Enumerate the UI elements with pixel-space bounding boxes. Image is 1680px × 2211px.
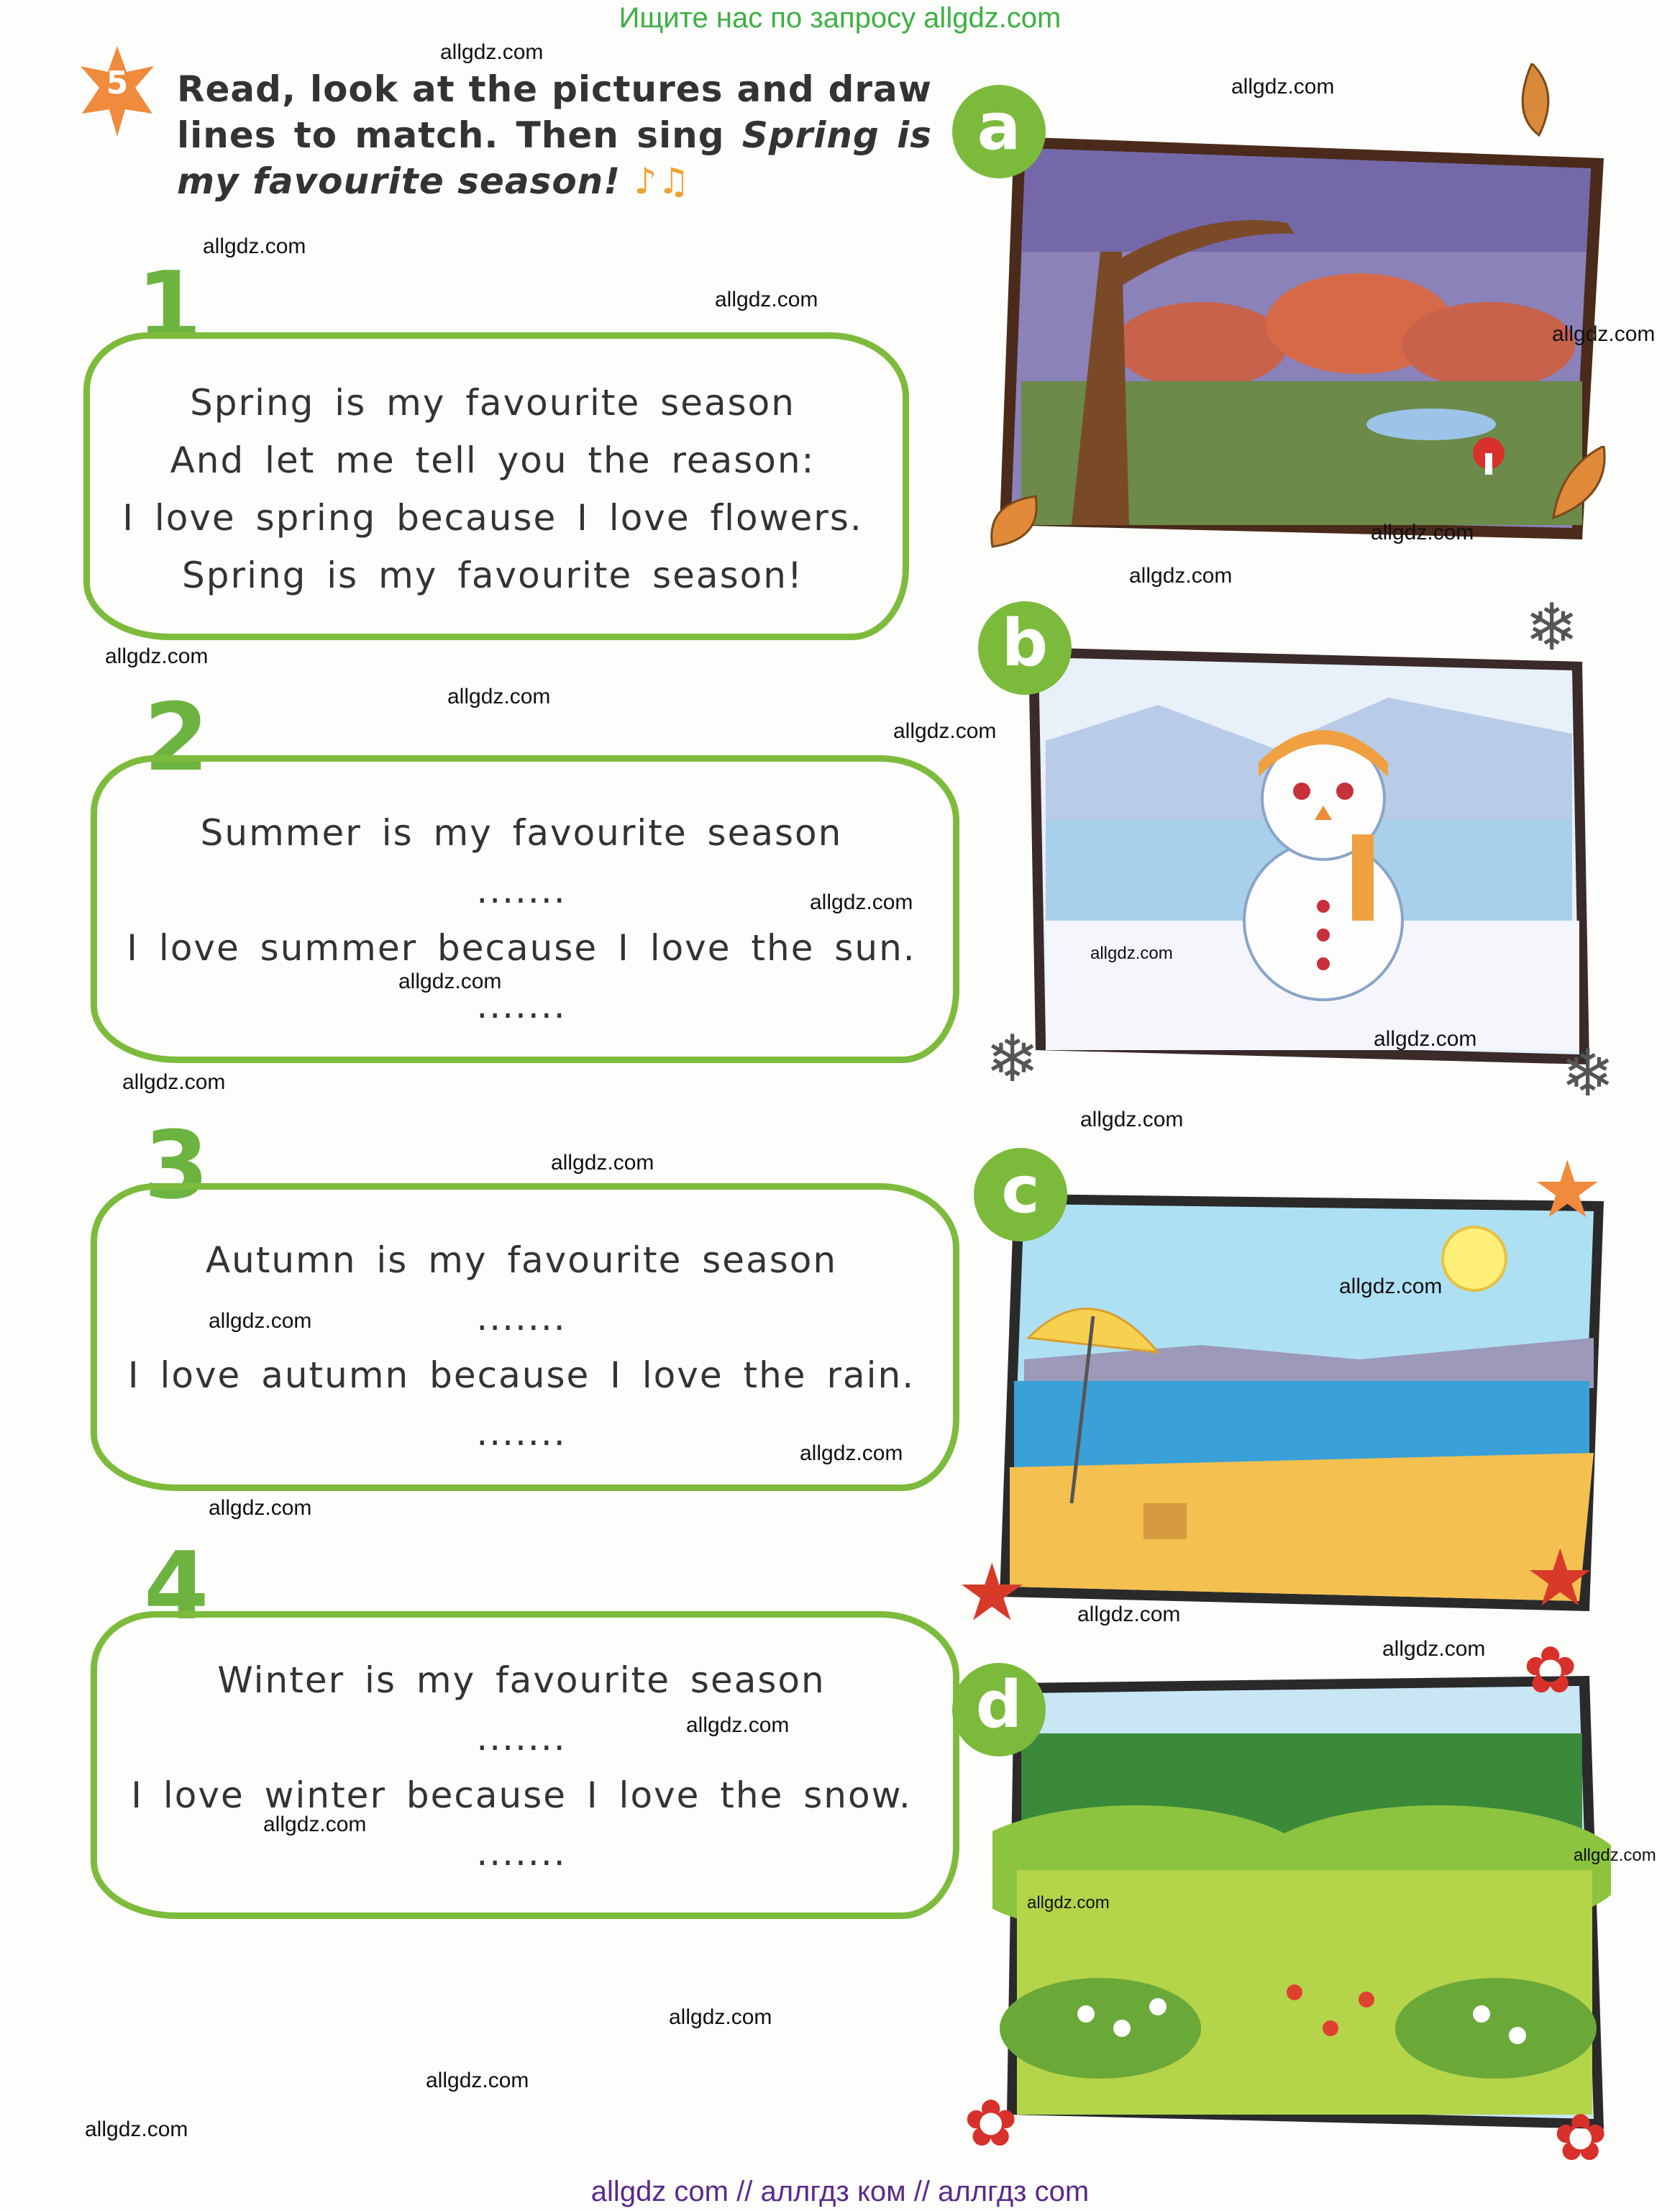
watermark: allgdz.com <box>447 685 551 708</box>
watermark: allgdz.com <box>1374 1027 1477 1051</box>
flower-icon: ✿ <box>1523 1633 1578 1708</box>
poem-line: ....... <box>476 1832 567 1874</box>
poem-3-number: 3 <box>144 1111 209 1220</box>
music-notes-icon: ♪♫ <box>634 160 691 202</box>
picture-c-letter: c <box>974 1148 1067 1241</box>
picture-d-letter: d <box>952 1663 1046 1756</box>
bottom-banner[interactable]: allgdz com // аллгдз ком // аллгдз com <box>590 2176 1090 2207</box>
watermark: allgdz.com <box>203 234 306 258</box>
poem-line: Winter is my favourite season <box>217 1659 826 1701</box>
watermark: allgdz.com <box>85 2117 188 2141</box>
watermark: allgdz.com <box>1129 564 1233 588</box>
picture-b-winter <box>1014 633 1604 1079</box>
poem-line: I love spring because I love flowers. <box>122 497 863 539</box>
watermark: allgdz.com <box>263 1813 367 1836</box>
watermark: allgdz.com <box>1371 521 1474 544</box>
poem-line: Summer is my favourite season <box>200 812 843 854</box>
poem-line: ....... <box>476 1297 567 1339</box>
picture-c-summer <box>985 1165 1618 1626</box>
watermark: allgdz.com <box>209 1309 312 1333</box>
leaf-icon <box>985 489 1050 554</box>
picture-a-autumn <box>985 108 1618 554</box>
top-banner[interactable]: Ищите нас по запросу allgdz.com <box>618 2 1062 34</box>
watermark: allgdz.com <box>1552 322 1656 346</box>
poem-line: ....... <box>476 985 567 1026</box>
watermark: allgdz.com <box>398 970 502 993</box>
flower-icon: ✿ <box>1553 2100 1608 2176</box>
watermark: allgdz.com <box>1077 1603 1181 1626</box>
snowflake-icon: ❄ <box>1561 1036 1615 1111</box>
starfish-icon: ★ <box>1532 1144 1603 1236</box>
watermark: allgdz.com <box>209 1496 312 1520</box>
poem-line: Autumn is my favourite season <box>205 1239 838 1281</box>
poem-1-text <box>93 374 892 604</box>
watermark: allgdz.com <box>1027 1893 1110 1913</box>
watermark: allgdz.com <box>686 1713 790 1737</box>
picture-b-letter: b <box>978 601 1072 695</box>
poem-line: I love summer because I love the sun. <box>127 927 916 969</box>
starfish-icon: ★ <box>957 1546 1028 1638</box>
watermark: allgdz.com <box>669 2005 772 2029</box>
poem-line: I love autumn because I love the rain. <box>127 1354 916 1396</box>
watermark: allgdz.com <box>426 2069 529 2092</box>
watermark: allgdz.com <box>440 40 544 64</box>
watermark: allgdz.com <box>1382 1637 1486 1661</box>
poem-1-number: 1 <box>137 251 202 360</box>
picture-a-letter: a <box>952 85 1046 178</box>
exercise-number: 5 <box>106 65 129 101</box>
snowflake-icon: ❄ <box>985 1021 1040 1097</box>
watermark: allgdz.com <box>893 719 997 743</box>
leaf-icon <box>1546 446 1611 525</box>
snowflake-icon: ❄ <box>1525 590 1579 665</box>
flower-icon: ✿ <box>964 2086 1018 2161</box>
watermark: allgdz.com <box>800 1441 903 1465</box>
exercise-instructions: Read, look at the pictures and draw lines to match. Then sing Spring is my favourite season! ♪♫ <box>177 68 932 202</box>
poem-line: Spring is my favourite season <box>190 382 795 424</box>
autumn-rain-illustration <box>985 108 1618 554</box>
watermark: allgdz.com <box>122 1070 226 1094</box>
summer-beach-illustration <box>985 1165 1618 1626</box>
poem-2-text <box>101 804 942 1034</box>
starfish-icon: ★ <box>1525 1532 1596 1624</box>
poem-line: I love winter because I love the snow. <box>131 1774 912 1816</box>
watermark: allgdz.com <box>1231 75 1335 99</box>
watermark: allgdz.com <box>1574 1846 1656 1865</box>
poem-line: ....... <box>476 870 567 911</box>
exercise-number-badge <box>78 45 157 138</box>
watermark: allgdz.com <box>810 890 913 914</box>
watermark: allgdz.com <box>105 644 209 668</box>
watermark: allgdz.com <box>551 1151 654 1175</box>
poem-line: And let me tell you the reason: <box>170 439 816 481</box>
watermark: allgdz.com <box>1080 1108 1184 1131</box>
watermark: allgdz.com <box>1339 1275 1443 1298</box>
watermark: allgdz.com <box>715 288 818 311</box>
poem-line: Spring is my favourite season! <box>182 555 803 596</box>
poem-line: ....... <box>476 1412 567 1454</box>
poem-2-number: 2 <box>144 683 209 792</box>
poem-4-number: 4 <box>144 1531 209 1641</box>
leaf-icon <box>1503 63 1561 142</box>
watermark: allgdz.com <box>1090 944 1173 963</box>
poem-3-text <box>101 1231 942 1462</box>
poem-4-text <box>101 1651 942 1882</box>
poem-line: ....... <box>476 1717 567 1759</box>
winter-snowman-illustration <box>1014 633 1604 1079</box>
